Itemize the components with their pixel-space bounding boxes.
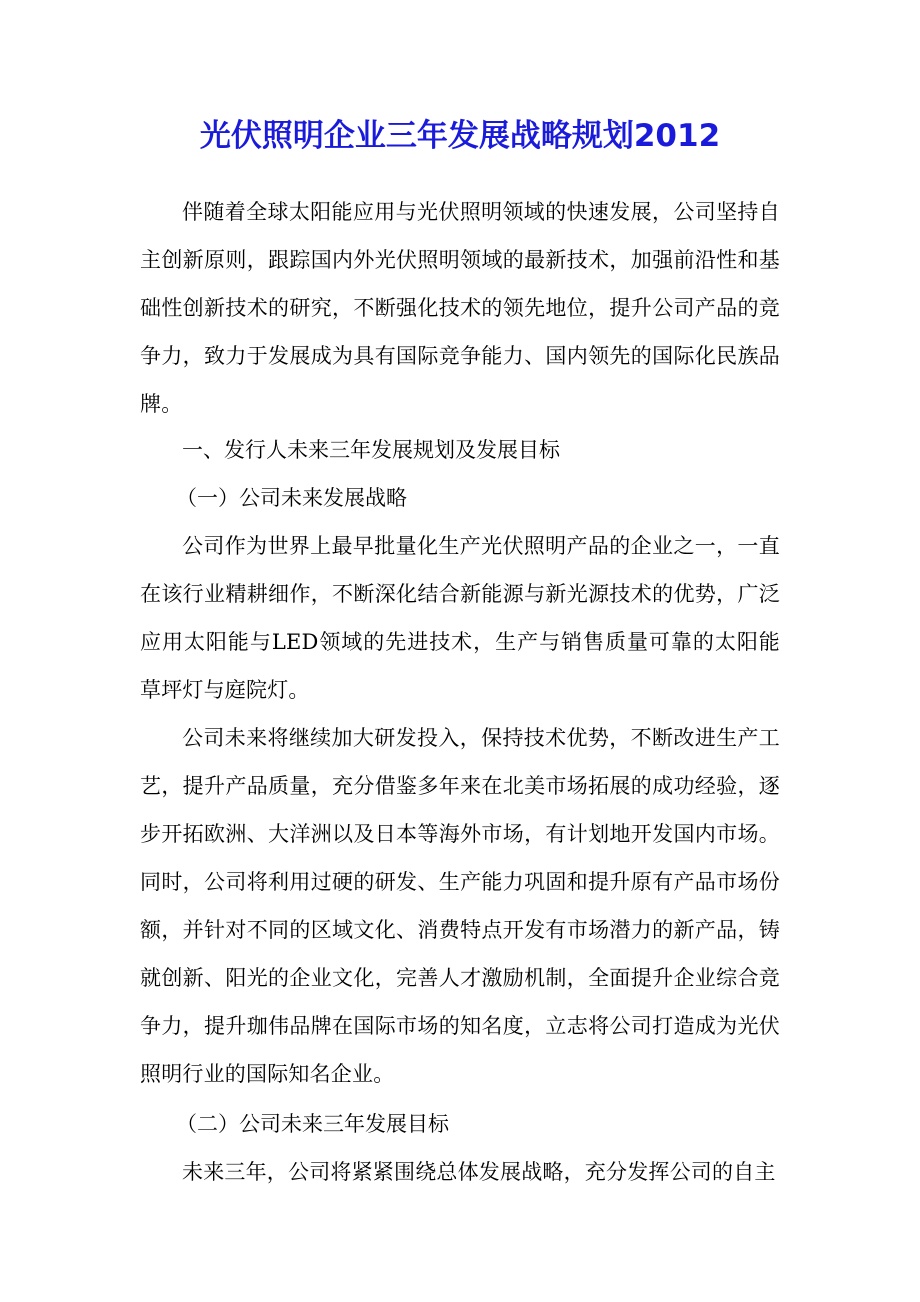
intro-paragraph: 伴随着全球太阳能应用与光伏照明领域的快速发展，公司坚持自主创新原则，跟踪国内外光伏照明领域的最新技术，加强前沿性和基础性创新技术的研究，不断强化技术的领先地位，提升公司产品的竞争力，致力于发展成为具有国际竞争能力、国内领先的国际化民族品牌。 xyxy=(140,200,780,416)
paragraph-company-background: 公司作为世界上最早批量化生产光伏照明产品的企业之一，一直在该行业精耕细作，不断深化结合新能源与新光源技术的优势，广泛应用太阳能与LED领域的先进技术，生产与销售质量可靠的太阳能草坪灯与庭院灯。 xyxy=(140,534,780,702)
paragraph-future-strategy: 公司未来将继续加大研发投入，保持技术优势，不断改进生产工艺，提升产品质量，充分借鉴多年来在北美市场拓展的成功经验，逐步开拓欧洲、大洋洲以及日本等海外市场，有计划地开发国内市场。同时，公司将利用过硬的研发、生产能力巩固和提升原有产品市场份额，并针对不同的区域文化、消费特点开发有市场潜力的新产品，铸就创新、阳光的企业文化，完善人才激励机制，全面提升企业综合竞争力，提升珈伟品牌在国际市场的知名度，立志将公司打造成为光伏照明行业的国际知名企业。 xyxy=(140,726,780,1086)
section-heading-plan-goals: 一、发行人未来三年发展规划及发展目标 xyxy=(182,438,560,462)
subsection-heading-three-year-goals: （二）公司未来三年发展目标 xyxy=(176,1112,449,1136)
subsection-heading-strategy: （一）公司未来发展战略 xyxy=(176,486,407,510)
document-title: 光伏照明企业三年发展战略规划2012 xyxy=(199,118,721,154)
paragraph-three-year-goals: 未来三年，公司将紧紧围绕总体发展战略，充分发挥公司的自主 xyxy=(182,1160,776,1184)
